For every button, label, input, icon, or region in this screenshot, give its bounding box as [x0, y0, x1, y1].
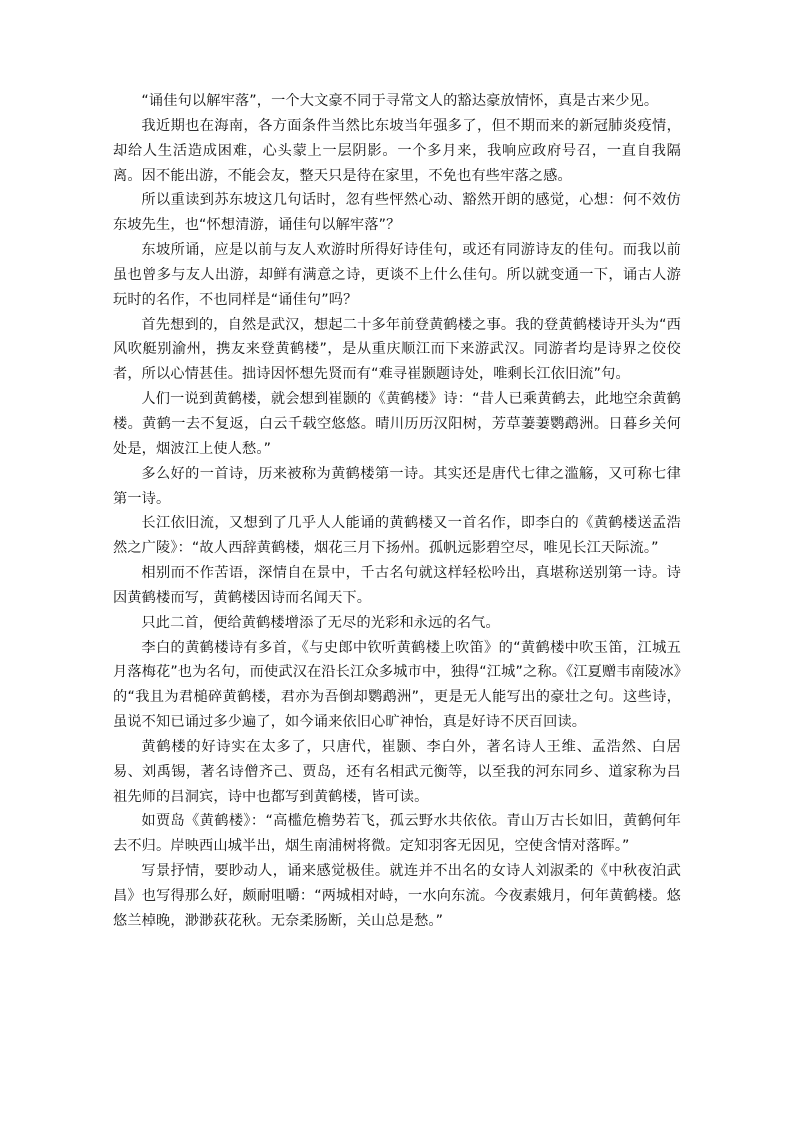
paragraph: 李白的黄鹤楼诗有多首，《与史郎中钦听黄鹤楼上吹笛》的“黄鹤楼中吹玉笛，江城五月落梅花”也为名句，而使武汉在沿长江众多城市中，独得“江城”之称。《江夏赠韦南陵冰》的“我且为君槌碎黄鹤楼，君亦为吾倒却鹦鹉洲”，更是无人能写出的豪壮之句。这些诗，虽说不知已诵过多少遍了，如今诵来依旧心旷神怡，真是好诗不厌百回读。 — [113, 639, 681, 731]
paragraph: 首先想到的，自然是武汉，想起二十多年前登黄鹤楼之事。我的登黄鹤楼诗开头为“西风吹艇别渝州，携友来登黄鹤楼”，是从重庆顺江而下来游武汉。同游者均是诗界之佼佼者，所以心情甚佳。拙诗因怀想先贤而有“难寻崔颢题诗处，唯剩长江依旧流”句。 — [113, 316, 681, 383]
paragraph: “诵佳句以解牢落”，一个大文豪不同于寻常文人的豁达豪放情怀，真是古来少见。 — [141, 93, 659, 109]
paragraph: 多么好的一首诗，历来被称为黄鹤楼第一诗。其实还是唐代七律之滥觞，又可称七律第一诗。 — [113, 465, 681, 507]
paragraph: 写景抒情，要眇动人，诵来感觉极佳。就连并不出名的女诗人刘淑柔的《中秋夜泊武昌》也写得那么好，颇耐咀嚼：“两城相对峙，一水向东流。今夜素娥月，何年黄鹤楼。悠悠兰棹晚，渺渺荻花秋。无奈柔肠断，关山总是愁。” — [113, 863, 681, 929]
paragraph: 黄鹤楼的好诗实在太多了，只唐代，崔颢、李白外，著名诗人王维、孟浩然、白居易、刘禹锡，著名诗僧齐己、贾岛，还有名相武元衡等，以至我的河东同乡、道家称为吕祖先师的吕洞宾，诗中也都写到黄鹤楼，皆可读。 — [113, 738, 681, 805]
paragraph: 所以重读到苏东坡这几句话时，忽有些怦然心动、豁然开朗的感觉，心想：何不效仿东坡先生，也“怀想清游，诵佳句以解牢落”？ — [113, 192, 681, 234]
paragraph: 只此二首，便给黄鹤楼增添了无尽的光彩和永远的名气。 — [141, 614, 500, 631]
paragraph: 我近期也在海南，各方面条件当然比东坡当年强多了，但不期而来的新冠肺炎疫情，却给人生活造成困难，心头蒙上一层阴影。一个多月来，我响应政府号召，一直自我隔离。因不能出游，不能会友，整天只是待在家里，不免也有些牢落之感。 — [113, 117, 681, 184]
paragraph: 长江依旧流，又想到了几乎人人能诵的黄鹤楼又一首名作，即李白的《黄鹤楼送孟浩然之广陵》：“故人西辞黄鹤楼，烟花三月下扬州。孤帆远影碧空尽，唯见长江天际流。” — [113, 515, 681, 557]
document-body — [113, 89, 681, 934]
paragraph: 东坡所诵，应是以前与友人欢游时所得好诗佳句，或还有同游诗友的佳句。而我以前虽也曾多与友人出游，却鲜有满意之诗，更谈不上什么佳句。所以就变通一下，诵古人游玩时的名作，不也同样是“诵佳句”吗？ — [113, 242, 681, 308]
paragraph: 人们一说到黄鹤楼，就会想到崔颢的《黄鹤楼》诗：“昔人已乘黄鹤去，此地空余黄鹤楼。黄鹤一去不复返，白云千载空悠悠。晴川历历汉阳树，芳草萋萋鹦鹉洲。日暮乡关何处是，烟波江上使人愁。” — [113, 391, 681, 457]
paragraph: 相别而不作苦语，深情自在景中，千古名句就这样轻松吟出，真堪称送别第一诗。诗因黄鹤楼而写，黄鹤楼因诗而名闻天下。 — [113, 565, 681, 606]
paragraph: 如贾岛《黄鹤楼》：“高槛危檐势若飞，孤云野水共依依。青山万古长如旧，黄鹤何年去不归。岸映西山城半出，烟生南浦树将微。定知羽客无因见，空使含情对落晖。” — [113, 813, 681, 855]
